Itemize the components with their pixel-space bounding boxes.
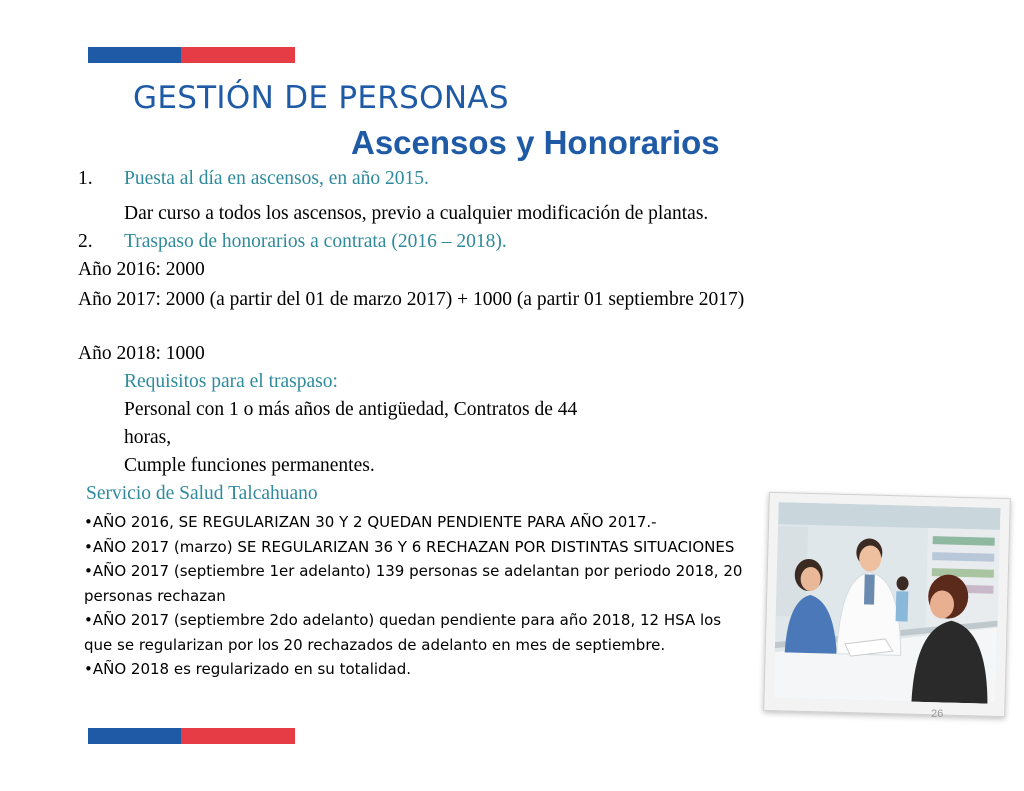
item-2-number: 2.: [78, 231, 93, 252]
bullet-list: [84, 510, 744, 682]
item-2-heading: Traspaso de honorarios a contrata (2016 – 2018).: [124, 231, 507, 252]
pharmacy-photo: [774, 502, 1001, 704]
year-2016-line: Año 2016: 2000: [78, 259, 205, 280]
bullet-item: •AÑO 2017 (septiembre 1er adelanto) 139 personas se adelantan por periodo 2018, 20 personas rechazan: [84, 562, 743, 605]
pharmacy-scene-icon: [774, 502, 1001, 704]
year-2017-line: Año 2017: 2000 (a partir del 01 de marzo 2017) + 1000 (a partir 01 septiembre 2017): [78, 289, 745, 310]
bullet-item: •AÑO 2016, SE REGULARIZAN 30 Y 2 QUEDAN PENDIENTE PARA AÑO 2017.-: [84, 513, 657, 531]
page-number: 26: [931, 708, 944, 720]
item-1-heading: Puesta al día en ascensos, en año 2015.: [124, 168, 429, 189]
flag-bar-top: [88, 47, 295, 63]
requirements-heading: Requisitos para el traspaso:: [124, 371, 338, 392]
requirement-seniority: Personal con 1 o más años de antigüedad, Contratos de 44: [124, 399, 578, 420]
requirement-hours: horas,: [124, 427, 172, 448]
requirement-permanent: Cumple funciones permanentes.: [124, 455, 375, 476]
item-1-detail: Dar curso a todos los ascensos, previo a cualquier modificación de plantas.: [124, 203, 709, 224]
bullet-item: •AÑO 2018 es regularizado en su totalidad.: [84, 660, 412, 678]
bullet-item: •AÑO 2017 (marzo) SE REGULARIZAN 36 Y 6 RECHAZAN POR DISTINTAS SITUACIONES: [84, 537, 735, 556]
year-2018-line: Año 2018: 1000: [78, 343, 205, 364]
flag-red-segment: [181, 47, 295, 63]
photo-frame: [763, 492, 1011, 717]
flag-blue-segment: [88, 47, 181, 63]
service-name: Servicio de Salud Talcahuano: [86, 483, 318, 504]
bullet-item: •AÑO 2017 (septiembre 2do adelanto) quedan pendiente para año 2018, 12 HSA los que se regularizan por los 20 rechazados de adelanto en mes de septiembre.: [84, 611, 722, 654]
page-title: GESTIÓN DE PERSONAS: [133, 80, 509, 116]
flag-red-segment: [181, 728, 295, 744]
page-subtitle: Ascensos y Honorarios: [351, 124, 720, 161]
flag-bar-bottom: [88, 728, 295, 744]
item-1-number: 1.: [78, 168, 93, 189]
flag-blue-segment: [88, 728, 181, 744]
